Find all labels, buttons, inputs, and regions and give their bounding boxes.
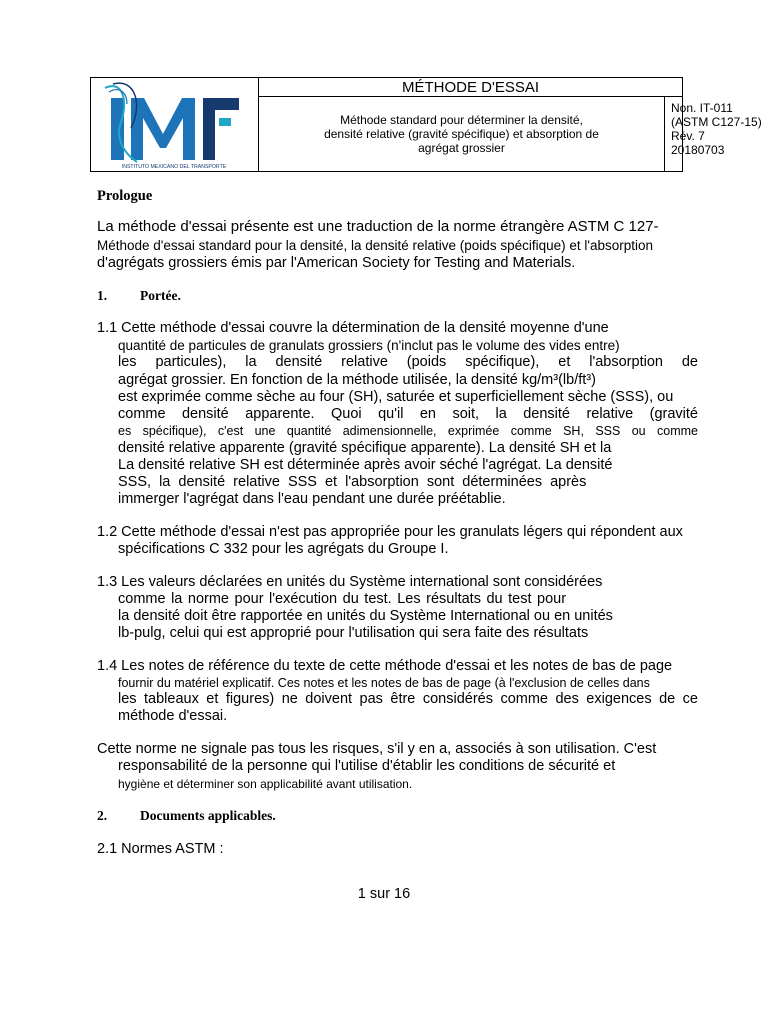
prologue-line: d'agrégats grossiers émis par l'American Society for Testing and Materials. <box>97 255 576 271</box>
section-2-title: Documents applicables. <box>140 808 276 823</box>
prologue-line: La méthode d'essai présente est une traduction de la norme étrangère ASTM C 127- <box>97 218 659 235</box>
header-description-line: Méthode standard pour déterminer la densité, <box>340 113 583 127</box>
header-description-line: agrégat grossier <box>418 141 505 155</box>
revision-date: 20180703 <box>671 143 725 157</box>
p12-line: spécifications C 332 pour les agrégats du Groupe I. <box>118 541 449 557</box>
p11-line: comme densité apparente. Quoi qu'il en soit, la densité relative (gravité <box>118 406 698 422</box>
p13-line: lb-pulg, celui qui est approprié pour l'utilisation qui sera faite des résultats <box>118 625 589 641</box>
imt-logo <box>91 78 257 171</box>
revision: Rév. 7 <box>671 129 705 143</box>
safety-line: responsabilité de la personne qui l'utilise d'établir les conditions de sécurité et <box>118 758 616 774</box>
p14-line: fournir du matériel explicatif. Ces notes et les notes de bas de page (à l'exclusion de celles dans <box>118 676 650 690</box>
header-codes <box>665 97 762 171</box>
p13-line: comme la norme pour l'exécution du test. Les résultats du test pour <box>118 591 567 607</box>
p11-line: es spécifique), c'est une quantité adimensionnelle, exprimée comme SH, SSS ou comme <box>118 424 698 438</box>
section-2-number: 2. <box>97 808 108 823</box>
section-1-title: Portée. <box>140 288 181 303</box>
p13-line: la densité doit être rapportée en unités du Système International ou en unités <box>118 608 613 624</box>
header-table <box>90 77 762 172</box>
p14-line: 1.4 Les notes de référence du texte de cette méthode d'essai et les notes de bas de page <box>97 658 673 674</box>
header-description <box>259 97 665 171</box>
p13-line: 1.3 Les valeurs déclarées en unités du Système international sont considérées <box>97 574 603 590</box>
p14-line: les tableaux et figures) ne doivent pas être considérés comme des exigences de ce <box>118 691 698 707</box>
p11-line: densité relative apparente (gravité spécifique apparente). La densité SH et la <box>118 440 612 456</box>
logo-cell <box>91 78 259 171</box>
astm-standards-line: 2.1 Normes ASTM : <box>97 841 224 857</box>
p11-line: immerger l'agrégat dans l'eau pendant une durée préétablie. <box>118 491 506 507</box>
logo-caption: INSTITUTO MEXICANO DEL TRANSPORTE <box>121 164 227 170</box>
p11-line: SSS, la densité relative SSS et l'absorption sont déterminées après <box>118 474 587 490</box>
p11-line: les particules), la densité relative (poids spécifique), et l'absorption de <box>118 354 698 370</box>
prologue-heading: Prologue <box>97 188 153 204</box>
page-number: 1 sur 16 <box>357 886 411 902</box>
header-description-line: densité relative (gravité spécifique) et absorption de <box>324 127 599 141</box>
document-number: Non. IT-011 <box>671 101 733 115</box>
astm-reference: (ASTM C127-15) <box>671 115 762 129</box>
safety-line: hygiène et déterminer son applicabilité avant utilisation. <box>118 777 413 791</box>
safety-line: Cette norme ne signale pas tous les risques, s'il y en a, associés à son utilisation. C'est <box>97 741 657 757</box>
p14-line: méthode d'essai. <box>118 708 228 724</box>
p11-line: agrégat grossier. En fonction de la méthode utilisée, la densité kg/m³(lb/ft³) <box>118 372 596 388</box>
section-1-number: 1. <box>97 288 108 303</box>
prologue-line: Méthode d'essai standard pour la densité, la densité relative (poids spécifique) et l'absorption <box>97 238 653 253</box>
p11-line: La densité relative SH est déterminée après avoir séché l'agrégat. La densité <box>118 457 613 473</box>
p12-line: 1.2 Cette méthode d'essai n'est pas appropriée pour les granulats légers qui répondent aux <box>97 524 683 540</box>
p11-line: quantité de particules de granulats grossiers (n'inclut pas le volume des vides entre) <box>118 338 620 353</box>
p11-line: est exprimée comme sèche au four (SH), saturée et superficiellement sèche (SSS), ou <box>118 389 674 405</box>
p11-line: 1.1 Cette méthode d'essai couvre la détermination de la densité moyenne d'une <box>97 320 609 336</box>
header-title: MÉTHODE D'ESSAI <box>259 78 682 97</box>
